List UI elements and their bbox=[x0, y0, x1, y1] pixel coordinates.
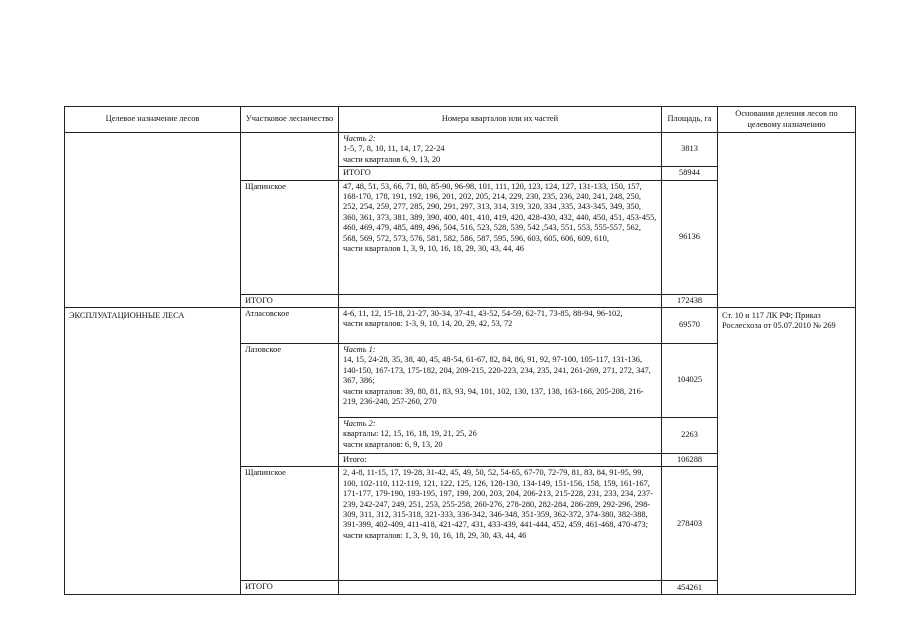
header-purpose: Целевое назначение лесов bbox=[65, 107, 241, 133]
total-area: 454261 bbox=[662, 581, 718, 595]
table-row bbox=[65, 308, 856, 344]
purpose-cell-empty bbox=[65, 133, 241, 308]
area-cell: 3813 bbox=[662, 133, 718, 167]
total-spacer bbox=[339, 581, 662, 595]
quarters-cell bbox=[339, 133, 662, 167]
forest-division-table bbox=[64, 106, 856, 595]
table-row bbox=[65, 133, 856, 167]
basis-cell-empty bbox=[718, 133, 856, 308]
quarters-list: 47, 48, 51, 53, 66, 71, 80, 85-90, 96-98, 101, 111, 120, 123, 124, 127, 131-133, 150, 157, 168-170, 178, 191, 192, 196, 201, 202, 205, 214, 229, 230, 235, 236, 240, 241, 248, 250, 252, 254, 259, 277, 285, 290, 291, 297, 313, 314, 319, 320, 334 ,335, 343-345, 349, 350, 360, 361, 373, 381, 389, 390, 400, 401, 410, 419, 420, 428-430, 432, 440, 450, 451, 453-455, 460, 469, 479, 485, 489, 496, 504, 516, 523, 528, 539, 542 ,543, 551, 553, 555-557, 562, 568, 569, 572, 573, 576, 581, 582, 586, 587, 595, 596, 603, 605, 606, 609, 610, bbox=[343, 181, 657, 243]
area-cell: 104025 bbox=[662, 344, 718, 418]
quarters-cell bbox=[339, 308, 662, 344]
quarters-list: 14, 15, 24-28, 35, 38, 40, 45, 48-54, 61-67, 82, 84, 86, 91, 92, 97-100, 105-117, 131-136, 140-150, 167-173, 175-182, 204, 209-215, 220-223, 234, 235, 241, 261-269, 271, 272, 347, 367, 386; bbox=[343, 355, 651, 386]
part-label: Часть 2: bbox=[343, 419, 376, 429]
forestry-name: Щапинское bbox=[241, 467, 339, 581]
quarters-cell bbox=[339, 344, 662, 418]
quarters-list: кварталы: 12, 15, 16, 18, 19, 21, 25, 26 bbox=[343, 429, 477, 439]
part-label: Часть 1: bbox=[343, 345, 376, 355]
total-spacer bbox=[339, 294, 662, 307]
total-label: ИТОГО bbox=[241, 294, 339, 307]
partial-quarters: части кварталов: 1, 3, 9, 10, 16, 18, 29, 30, 43, 44, 46 bbox=[343, 530, 527, 540]
quarters-list: 1-5, 7, 8, 10, 11, 14, 17, 22-24 bbox=[343, 144, 445, 154]
quarters-cell bbox=[339, 467, 662, 581]
forest-purpose: ЭКСПЛУАТАЦИОННЫЕ ЛЕСА bbox=[65, 308, 241, 595]
header-area: Площадь, га bbox=[662, 107, 718, 133]
basis-text: Ст. 10 и 117 ЛК РФ; Приказ Рослесхоза от 05.07.2010 № 269 bbox=[718, 308, 856, 595]
partial-quarters: части кварталов 1, 3, 9, 10, 16, 18, 29, 30, 43, 44, 46 bbox=[343, 244, 524, 254]
partial-quarters: части кварталов: 6, 9, 13, 20 bbox=[343, 439, 443, 449]
header-forestry: Участковое лесничество bbox=[241, 107, 339, 133]
quarters-cell bbox=[339, 418, 662, 454]
part-label: Часть 2: bbox=[343, 134, 376, 143]
subtotal-area: 106288 bbox=[662, 454, 718, 467]
subtotal-label: ИТОГО bbox=[339, 167, 662, 180]
area-cell: 96136 bbox=[662, 180, 718, 294]
header-basis: Основания деления лесов по целевому назначению bbox=[718, 107, 856, 133]
partial-quarters: части кварталов: 39, 80, 81, 83, 93, 94, 101, 102, 130, 137, 138, 163-166, 205-208, 216-219, 236-240, 257-260, 270 bbox=[343, 386, 644, 407]
area-cell: 2263 bbox=[662, 418, 718, 454]
total-label: ИТОГО bbox=[241, 581, 339, 595]
table-header-row bbox=[65, 107, 856, 133]
quarters-list: 2, 4-8, 11-15, 17, 19-28, 31-42, 45, 49, 50, 52, 54-65, 67-70, 72-79, 81, 83, 84, 91-95, 99, 100, 102-110, 112-119, 121, 122, 125, 126, 128-130, 134-149, 151-156, 158, 159, 161-167, 171-177, 179-190, 193-195, 197, 199, 200, 203, 204, 206-213, 215-228, 231, 233, 234, 237-239, 242-247, 249, 251, 253, 255-258, 260-276, 278-280, 282-284, 286-289, 292-296, 298-309, 311, 312, 315-318, 321-333, 336-342, 346-348, 351-359, 362-372, 374-380, 382-388, 391-399, 402-409, 411-418, 421-427, 431, 433-439, 441-444, 452, 459, 461-468, 470-473; bbox=[343, 468, 653, 530]
quarters-list: 4-6, 11, 12, 15-18, 21-27, 30-34, 37-41, 43-52, 54-59, 62-71, 73-85, 88-94, 96-102, bbox=[343, 309, 623, 319]
forestry-cell-empty bbox=[241, 133, 339, 181]
forestry-name: Щапинское bbox=[241, 180, 339, 294]
forestry-name: Атласовское bbox=[241, 308, 339, 344]
area-cell: 69570 bbox=[662, 308, 718, 344]
subtotal-label: Итого: bbox=[339, 454, 662, 467]
quarters-cell bbox=[339, 180, 662, 294]
partial-quarters: части кварталов 6, 9, 13, 20 bbox=[343, 154, 441, 164]
total-area: 172438 bbox=[662, 294, 718, 307]
partial-quarters: части кварталов: 1-3, 9, 10, 14, 20, 29, 42, 53, 72 bbox=[343, 319, 513, 329]
subtotal-area: 58944 bbox=[662, 167, 718, 180]
area-cell: 278403 bbox=[662, 467, 718, 581]
forestry-name: Лазовское bbox=[241, 344, 339, 467]
header-numbers: Номера кварталов или их частей bbox=[339, 107, 662, 133]
